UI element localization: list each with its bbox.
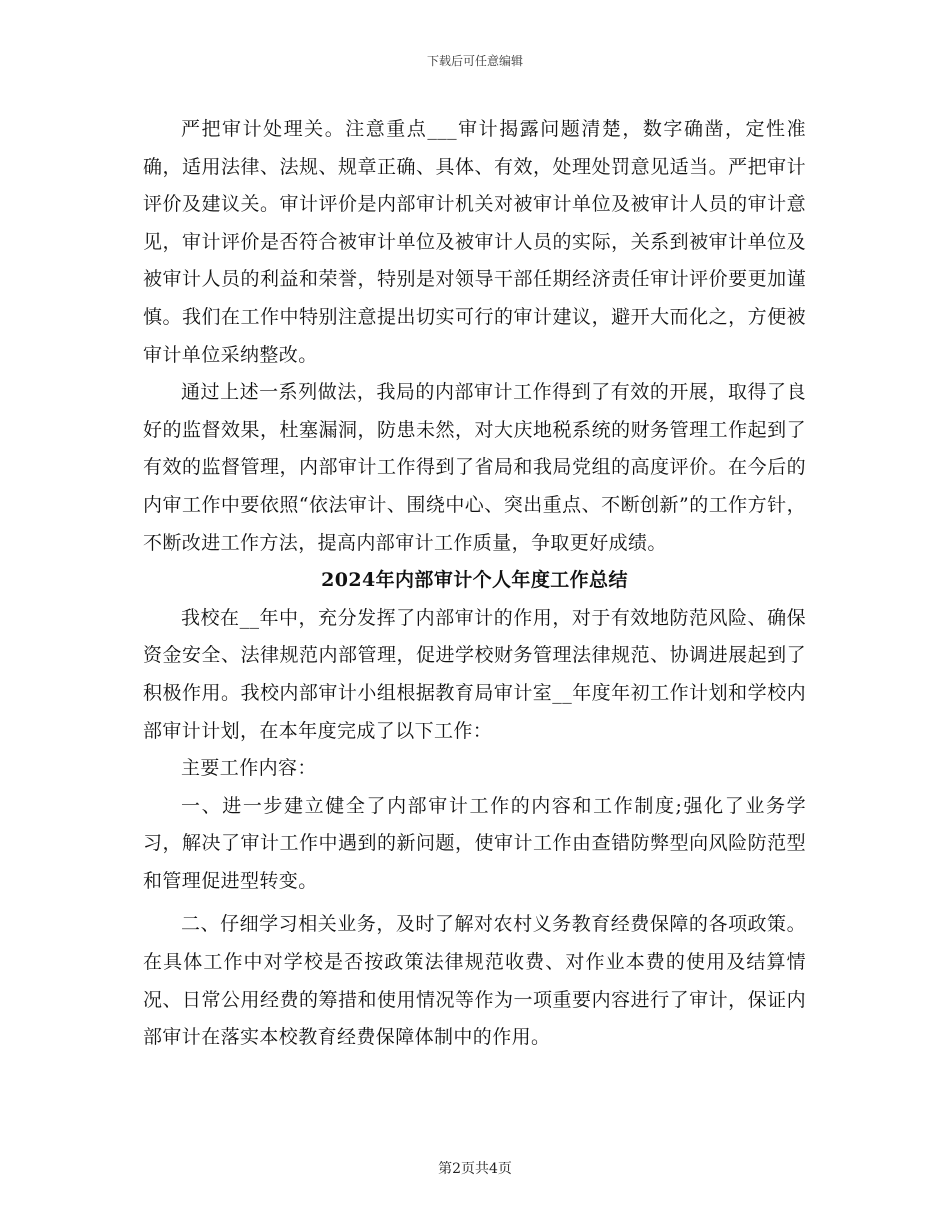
paragraph-audit-review: 严把审计处理关。注意重点___审计揭露问题清楚，数字确凿，定性准确，适用法律、法规、规章正确、具体、有效，处理处罚意见适当。严把审计评价及建议关。审计评价是内部审计机关对被审计单位及被审计人员的审计意见，审计评价是否符合被审计单位及被审计人员的实际，关系到被审计单位及被审计人员的利益和荣誉，特别是对领导干部任期经济责任审计评价要更加谨慎。我们在工作中特别注意提出切实可行的审计建议，避开大而化之，方便被审计单位采纳整改。 bbox=[143, 118, 806, 366]
section-title: 2024年内部审计个人年度工作总结 bbox=[321, 569, 628, 592]
paragraph-summary-results: 通过上述一系列做法，我局的内部审计工作得到了有效的开展，取得了良好的监督效果，杜塞漏洞，防患未然，对大庆地税系统的财务管理工作起到了有效的监督管理，内部审计工作得到了省局和我局党组的高度评价。在今后的内审工作中要依照“依法审计、围绕中心、突出重点、不断创新”的工作方针，不断改进工作方法，提高内部审计工作质量，争取更好成绩。 bbox=[143, 381, 806, 554]
paragraph-item-one: 一、进一步建立健全了内部审计工作的内容和工作制度;强化了业务学习，解决了审计工作中遇到的新问题，使审计工作由查错防弊型向风险防范型和管理促进型转变。 bbox=[143, 794, 806, 892]
paragraph-school-intro: 我校在__年中，充分发挥了内部审计的作用，对于有效地防范风险、确保资金安全、法律规范内部管理，促进学校财务管理法律规范、协调进展起到了积极作用。我校内部审计小组根据教育局审计室__年度年初工作计划和学校内部审计计划，在本年度完成了以下工作： bbox=[143, 606, 806, 742]
header-note: 下载后可任意编辑 bbox=[426, 54, 523, 68]
paragraph-main-work-heading: 主要工作内容： bbox=[181, 757, 317, 780]
page-number: 第2页共4页 bbox=[438, 1161, 512, 1177]
document-body bbox=[143, 111, 806, 1057]
paragraph-item-two: 二、仔细学习相关业务，及时了解对农村义务教育经费保障的各项政策。在具体工作中对学校是否按政策法律规范收费、对作业本费的使用及结算情况、日常公用经费的筹措和使用情况等作为一项重要内容进行了审计，保证内部审计在落实本校教育经费保障体制中的作用。 bbox=[143, 913, 806, 1049]
